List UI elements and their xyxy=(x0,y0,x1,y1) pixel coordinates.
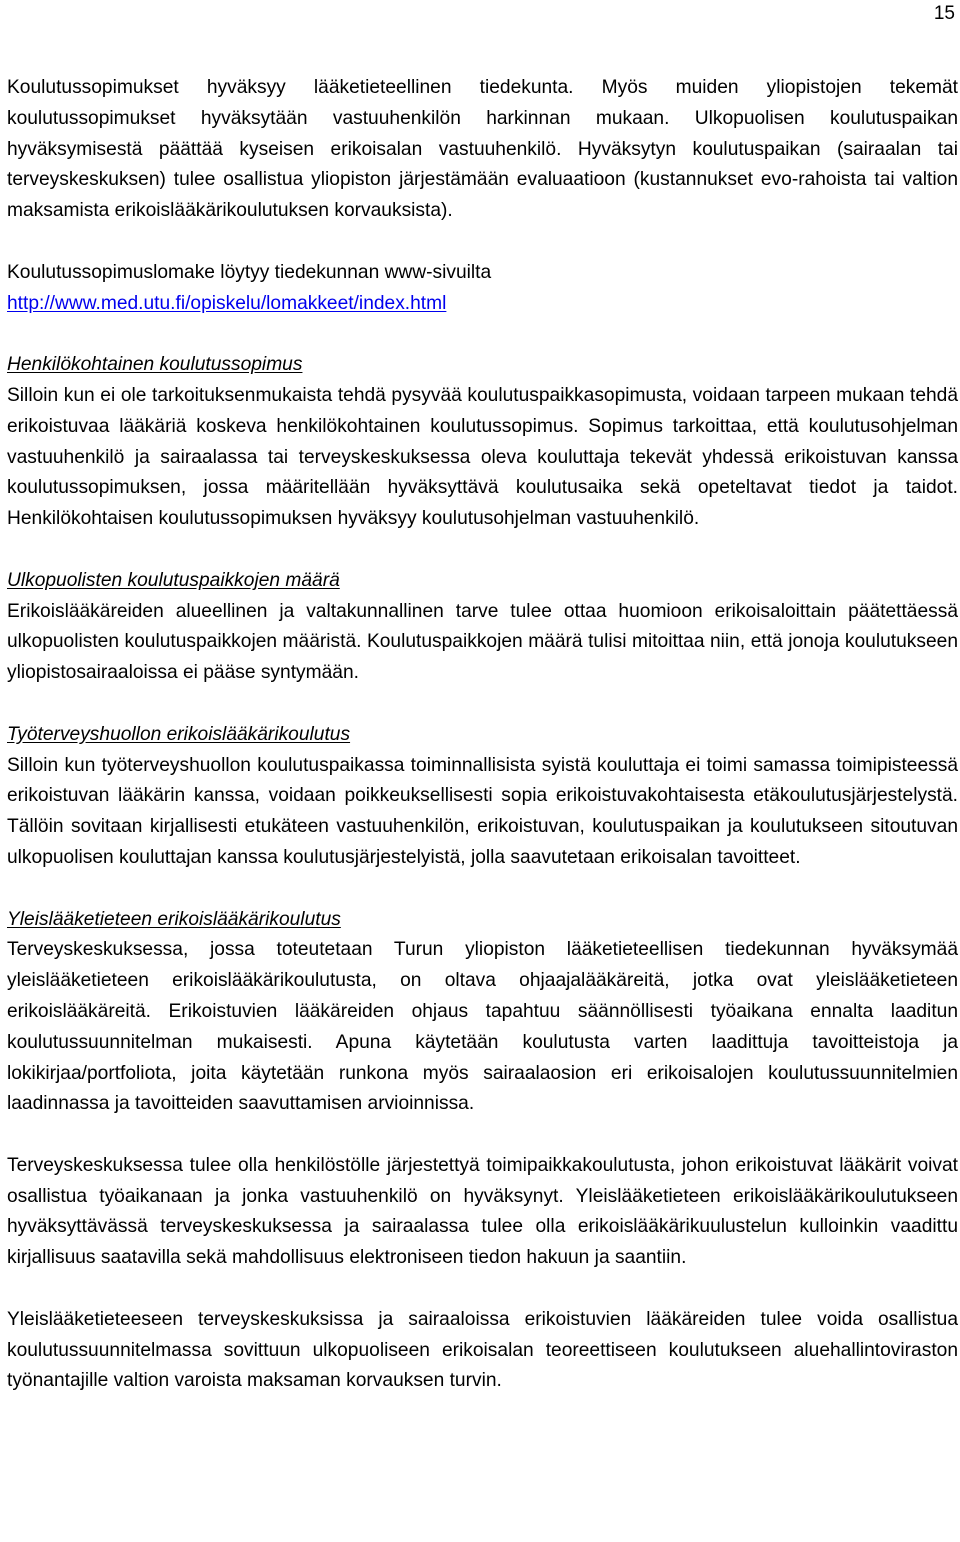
section-henkilokohtainen xyxy=(7,350,958,535)
section-yleislaaketiede xyxy=(7,905,958,1398)
form-info xyxy=(7,258,958,320)
section-paragraph: Yleislääketieteeseen terveyskeskuksissa ja sairaaloissa erikoistuvien lääkäreiden tulee voida osallistua koulutussuunnitelmassa sovittuun ulkopuoliseen erikoisalan teoreettiseen koulutukseen aluehallintoviraston työnantajille valtion varoista maksaman korvauksen turvin. xyxy=(7,1308,958,1392)
section-paragraph: Terveyskeskuksessa tulee olla henkilöstölle järjestettyä toimipaikkakoulutusta, johon erikoistuvat lääkärit voivat osallistua työaikanaan ja jonka vastuuhenkilö on hyväksynyt. Yleislääketieteen erikoislääkärikoulutukseen hyväksyttävässä terveyskeskuksessa ja sairaalassa tulee olla erikoislääkärikuulustelun kulloinkin vaadittu kirjallisuus saatavilla sekä mahdollisuus elektroniseen tiedon hakuun ja saantiin. xyxy=(7,1154,958,1269)
section-paragraph: Silloin kun ei ole tarkoituksenmukaista tehdä pysyvää koulutuspaikkasopimusta, voidaan tarpeen mukaan tehdä erikoistuvaa lääkäriä koskeva henkilökohtainen koulutussopimus. Sopimus tarkoittaa, että koulutusohjelman vastuuhenkilö ja sairaalassa tai terveyskeskuksessa oleva kouluttaja tekevät yhdessä erikoistuvan kanssa koulutussopimuksen, jossa määritellään hyväksyttävä koulutusaika sekä opeteltavat tiedot ja taidot. Henkilökohtaisen koulutussopimuksen hyväksyy koulutusohjelman vastuuhenkilö. xyxy=(7,384,958,530)
section-paragraph: Silloin kun työterveyshuollon koulutuspaikassa toiminnallisista syistä kouluttaja ei toimi samassa toimipisteessä erikoistuvan lääkärin kanssa, voidaan poikkeuksellisesti sopia erikoistuvakohtaisesta etäkoulutusjärjestelystä. Tällöin sovitaan kirjallisesti etukäteen vastuuhenkilön, erikoistuvan, koulutuspaikan ja koulutukseen sitoutuvan ulkopuolisen kouluttajan kanssa koulutusjärjestelyistä, jolla saavutetaan erikoisalan tavoitteet. xyxy=(7,754,958,868)
section-paragraph: Terveyskeskuksessa, jossa toteutetaan Turun yliopiston lääketieteellisen tiedekunnan hyväksymää yleislääketieteen erikoislääkärikoulutusta, on oltava ohjaajalääkäreitä, jotka ovat yleislääketieteen erikoislääkäreitä. Erikoistuvien lääkäreiden ohjaus tapahtuu säännöllisesti työaikana ennalta laaditun koulutussuunnitelman mukaisesti. Apuna käytetään koulutusta varten laadittuja tavoitteistoja ja lokikirjaa/portfoliota, joita käytetään runkona myös sairaalaosion eri erikoisalojen koulutussuunnitelmien laadinnassa ja tavoitteiden saavuttamisen arvioinnissa. xyxy=(7,939,958,1115)
document-body xyxy=(7,73,958,1397)
section-heading: Yleislääketieteen erikoislääkärikoulutus xyxy=(7,908,341,930)
section-heading: Henkilökohtainen koulutussopimus xyxy=(7,354,303,376)
form-link[interactable]: http://www.med.utu.fi/opiskelu/lomakkeet/index.html xyxy=(7,292,447,314)
page-number: 15 xyxy=(933,3,955,24)
section-paragraph: Erikoislääkäreiden alueellinen ja valtakunnallinen tarve tulee ottaa huomioon erikoisaloittain päätettäessä ulkopuolisten koulutuspaikkojen määristä. Koulutuspaikkojen määrä tulisi mitoittaa niin, että jonoja koulutukseen yliopistosairaaloissa ei pääse syntymään. xyxy=(7,600,958,684)
section-koulutuspaikkojen-maara xyxy=(7,566,958,689)
section-heading: Ulkopuolisten koulutuspaikkojen määrä xyxy=(7,569,340,591)
form-info-text: Koulutussopimuslomake löytyy tiedekunnan www-sivuilta xyxy=(7,261,492,283)
section-tyoterveyshuolto xyxy=(7,720,958,874)
intro-paragraph: Koulutussopimukset hyväksyy lääketieteellinen tiedekunta. Myös muiden yliopistojen tekemät koulutussopimukset hyväksytään vastuuhenkilön harkinnan mukaan. Ulkopuolisen koulutuspaikan hyväksymisestä päättää kyseisen erikoisalan vastuuhenkilö. Hyväksytyn koulutuspaikan (sairaalan tai terveyskeskuksen) tulee osallistua yliopiston järjestämään evaluaatioon (kustannukset evo-rahoista tai valtion maksamista erikoislääkärikoulutuksen korvauksista). xyxy=(7,77,958,222)
section-heading: Työterveyshuollon erikoislääkärikoulutus xyxy=(7,723,351,745)
